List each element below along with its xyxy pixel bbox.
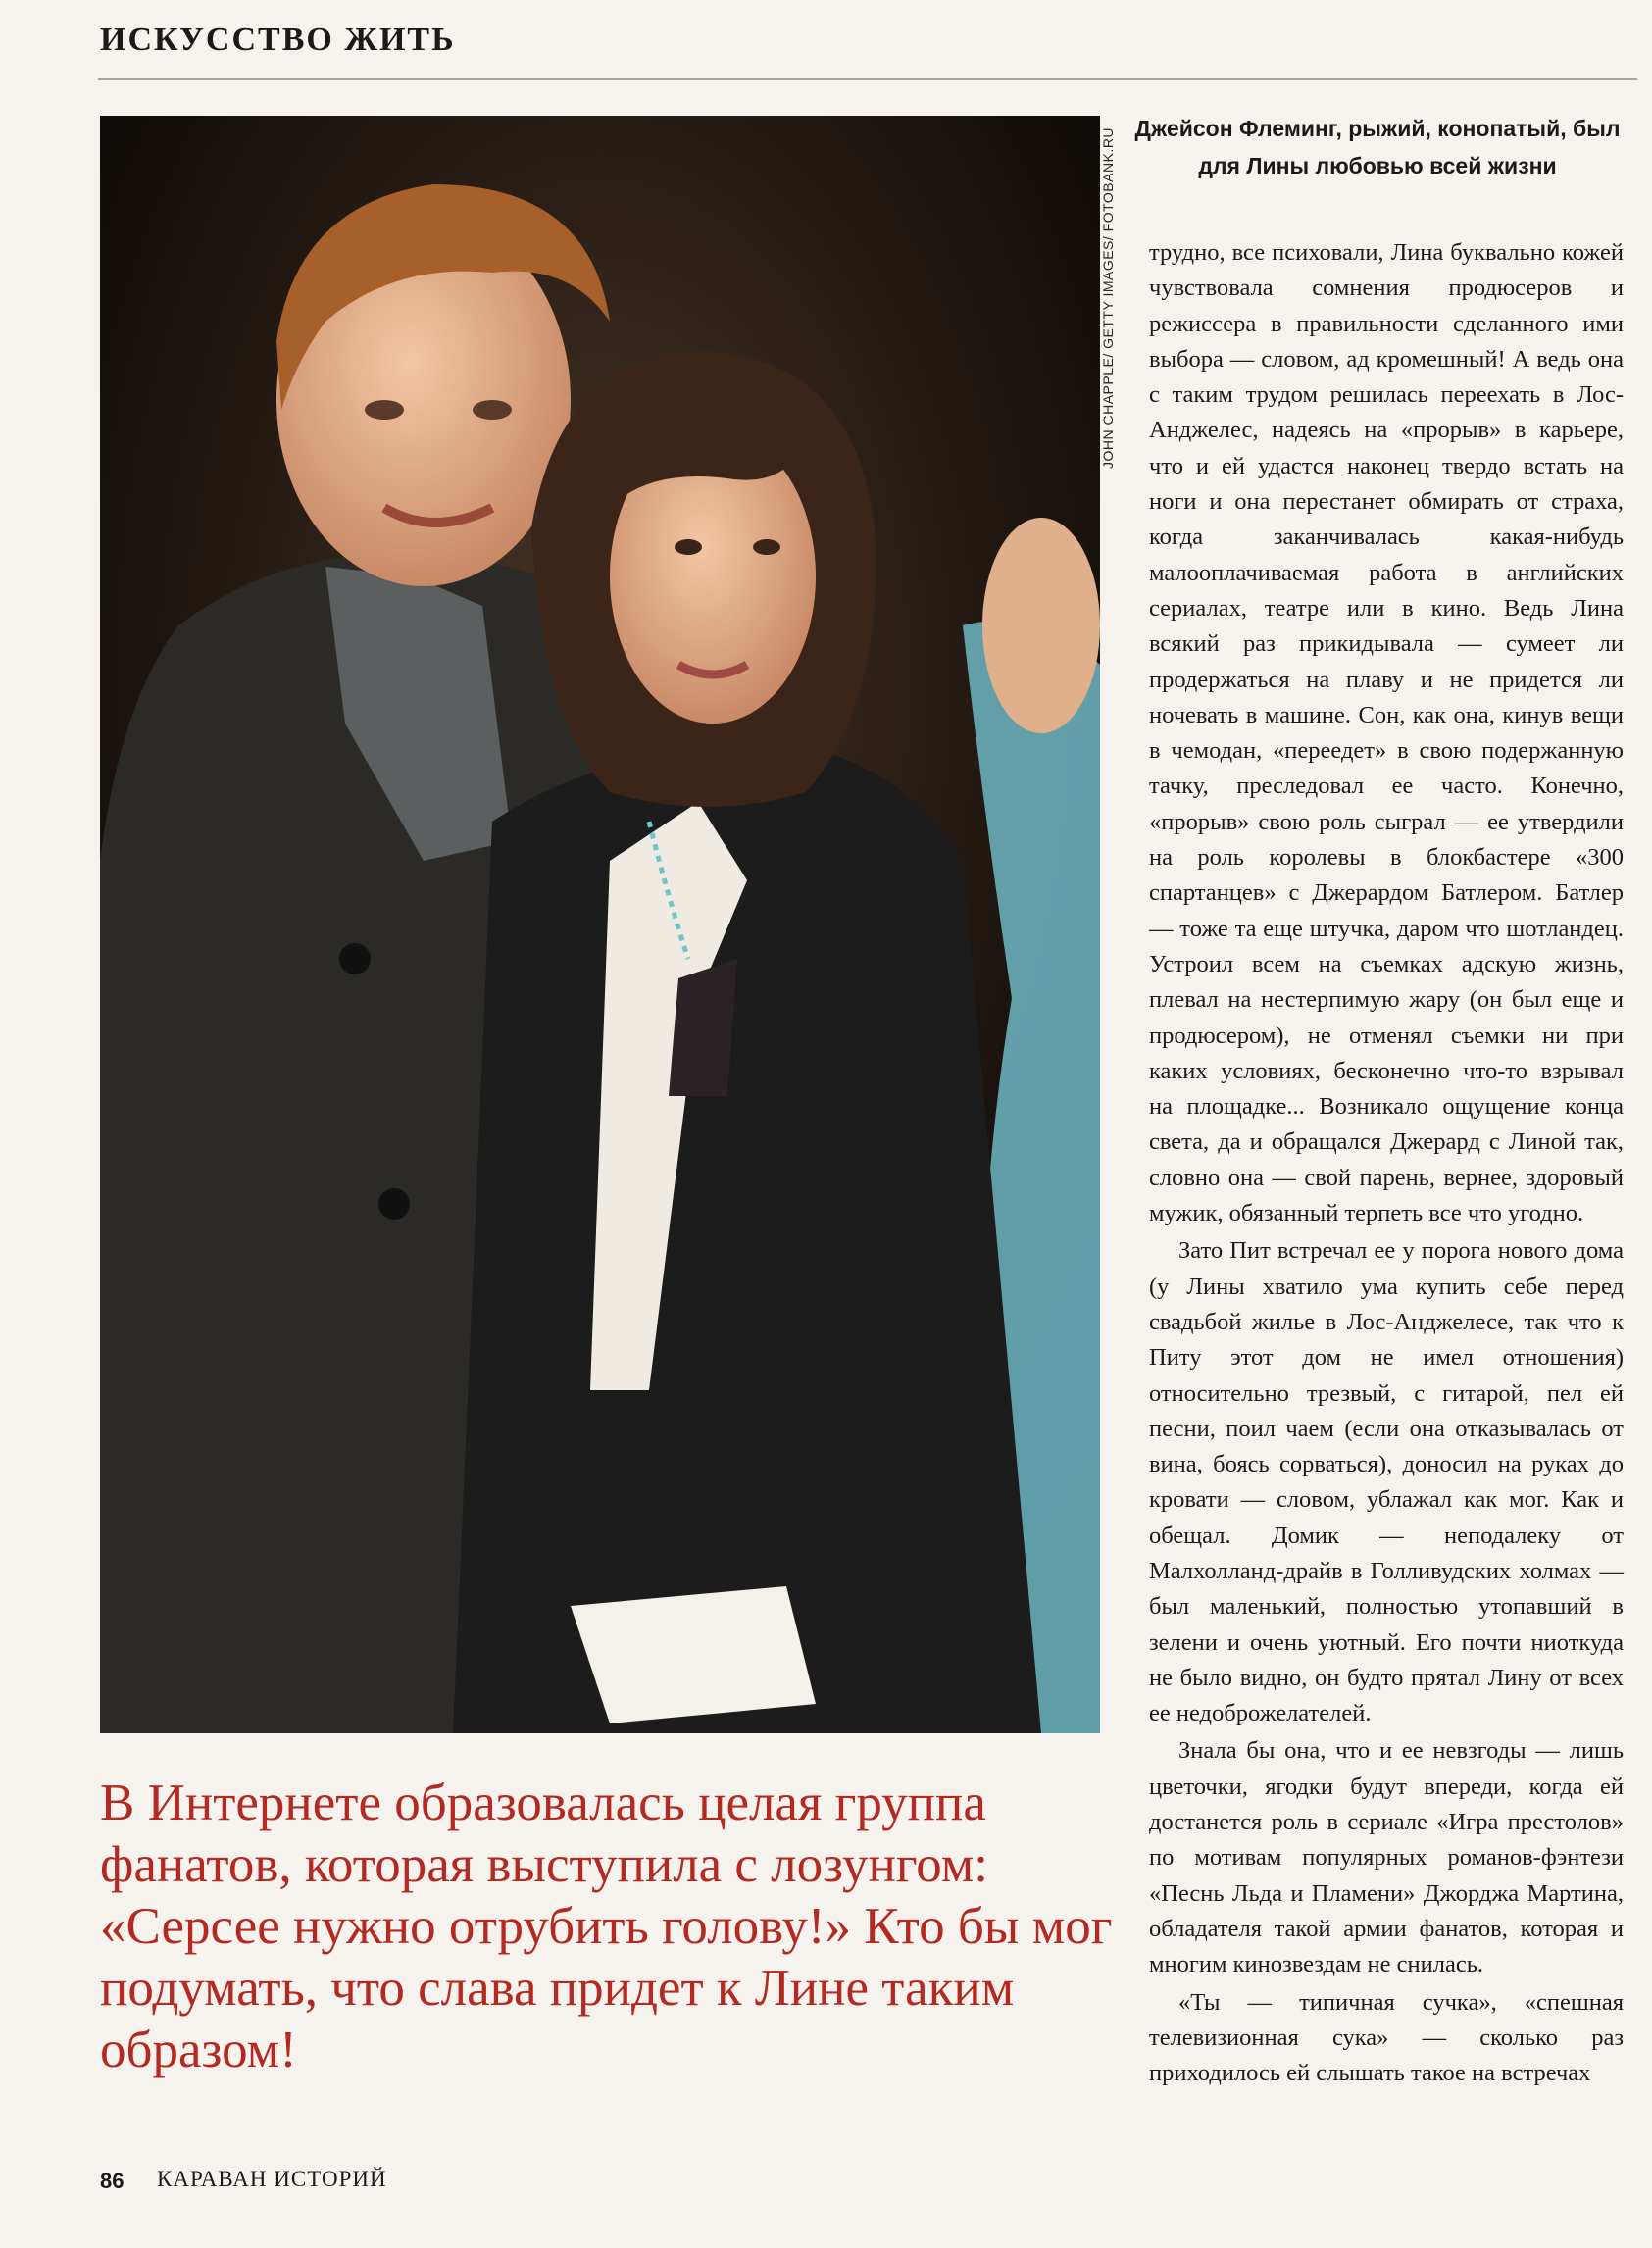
photo-credit-text: JOHN CHAPPLE/ GETTY IMAGES/ FOTOBANK.RU bbox=[1100, 126, 1116, 469]
couple-photo bbox=[100, 116, 1100, 1733]
article-paragraph: «Ты — типичная сучка», «спешная телевизионная сука» — сколько раз приходилось ей слышать такое на встречах bbox=[1149, 1988, 1624, 2087]
photo-credit bbox=[1096, 116, 1126, 469]
section-title: ИСКУССТВО ЖИТЬ bbox=[100, 22, 456, 58]
pull-quote: В Интернете образовалась целая группа фанатов, которая выступила с лозунгом: «Серсее нужно отрубить голову!» Кто бы мог подумать, что слава придет к Лине таким образом! bbox=[100, 1774, 1113, 2078]
article-paragraph: Знала бы она, что и ее невзгоды — лишь цветочки, ягодки будут впереди, когда ей достанется роль в сериале «Игра престолов» по мотивам популярных романов-фэнтези «Песнь Льда и Пламени» Джорджа Мартина, обладателя такой армии фанатов, которая и многим кинозвездам не снилась. bbox=[1149, 1737, 1624, 1978]
header-divider bbox=[98, 78, 1637, 80]
article-body bbox=[1149, 235, 1624, 2091]
magazine-name: КАРАВАН ИСТОРИЙ bbox=[157, 2167, 387, 2191]
page-number: 86 bbox=[100, 2169, 125, 2193]
photo-caption: Джейсон Флеминг, рыжий, конопатый, был для Лины любовью всей жизни bbox=[1134, 116, 1621, 178]
photo-illustration bbox=[100, 116, 1100, 1733]
article-paragraph: Зато Пит встречал ее у порога нового дома (у Лины хватило ума купить себе перед свадьбой жилье в Лос-Анджелесе, так что к Питу этот дом не имел отношения) относительно трезвый, с гитарой, пел ей песни, поил чаем (если она отказывалась от вина, боясь сорваться), доносил на руках до кровати — словом, ублажал как мог. Как и обещал. Домик — неподалеку от Малхолланд-драйв в Голливудских холмах — был маленький, полностью утопавший в зелени и очень уютный. Его почти ниоткуда не было видно, он будто прятал Лину от всех ее недоброжелателей. bbox=[1149, 1237, 1624, 1727]
article-paragraph: трудно, все психовали, Лина буквально кожей чувствовала сомнения продюсеров и режиссера в правильности сделанного ими выбора — словом, ад кромешный! А ведь она с таким трудом решилась переехать в Лос-Анджелес, надеясь на «прорыв» в карьере, что и ей удастся наконец твердо встать на ноги и она перестанет обмирать от страха, когда заканчивалась какая-нибудь малооплачиваемая работа в английских сериалах, театре или в кино. Ведь Лина всякий раз прикидывала — сумеет ли продержаться на плаву и не придется ли ночевать в машине. Сон, как она, кинув вещи в чемодан, «переедет» в свою подержанную тачку, преследовал ее часто. Конечно, «прорыв» свою роль сыграл — ее утвердили на роль королевы в блокбастере «300 спартанцев» с Джерардом Батлером. Батлер — тоже та еще штучка, даром что шотландец. Устроил всем на съемках адскую жизнь, плевал на нестерпимую жару (он был еще и продюсером), не отменял съемки ни при каких условиях, бесконечно что-то взрывал на площадке... Возникало ощущение конца света, да и обращался Джерард с Линой так, словно она — свой парень, вернее, здоровый мужик, обязанный терпеть все что угодно. bbox=[1149, 239, 1624, 1227]
